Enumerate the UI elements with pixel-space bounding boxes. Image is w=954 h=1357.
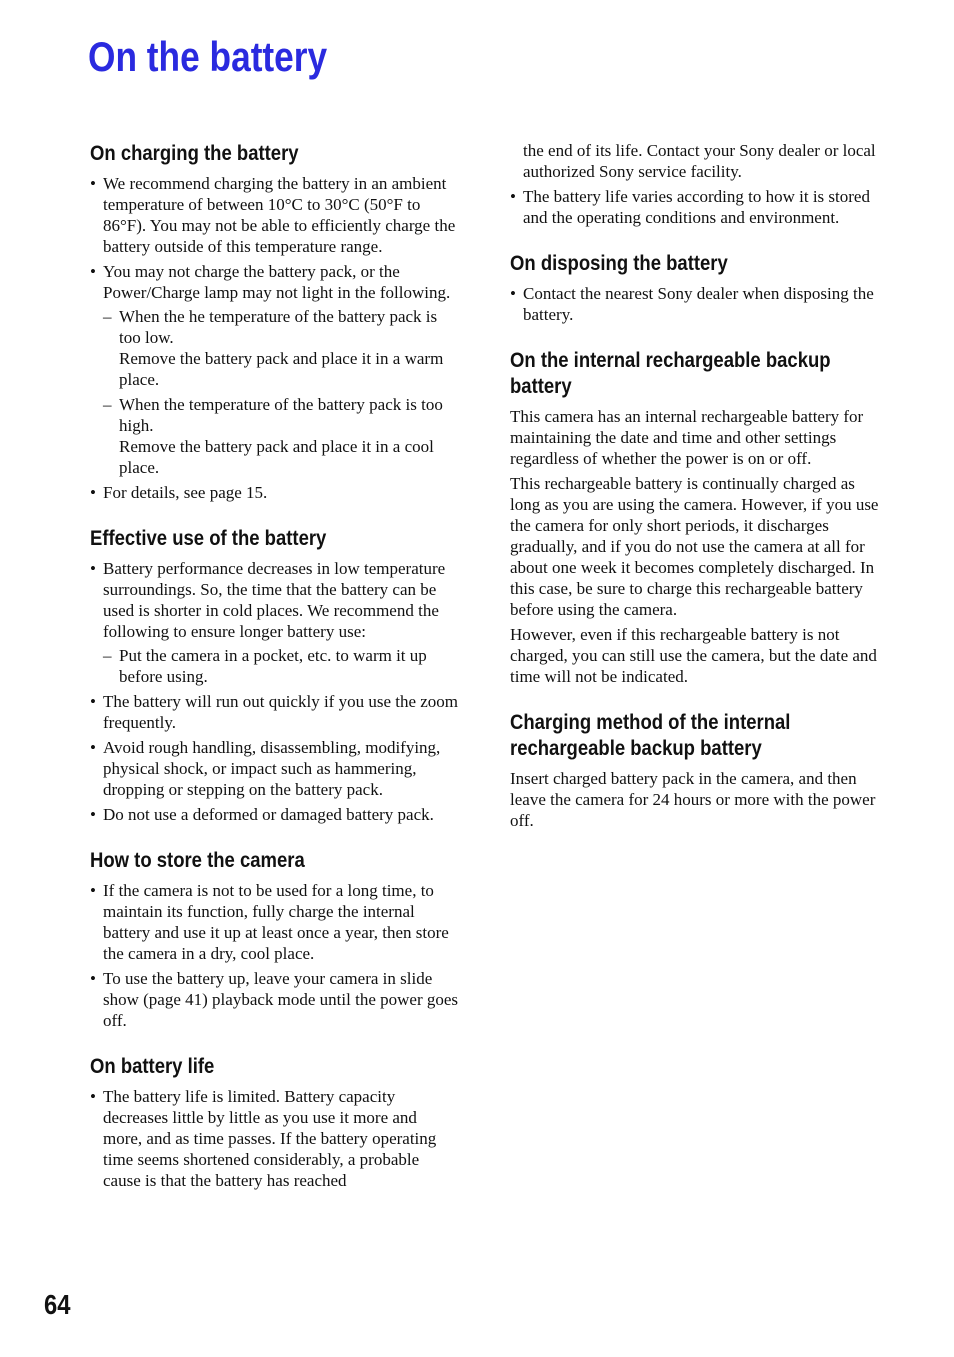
list-item-continued: the end of its life. Contact your Sony dealer or local authorized Sony service facility. bbox=[523, 141, 876, 181]
sub-list-item: – Put the camera in a pocket, etc. to warm it up before using. bbox=[103, 645, 460, 687]
section-internal-backup bbox=[510, 347, 880, 687]
paragraph: This rechargeable battery is continually charged as long as you are using the camera. However, if you use the camera for only short periods, it discharges gradually, and if you do not use the camera at all for about one week it becomes completely discharged. In this case, be sure to charge this rechargeable battery before using the camera. bbox=[510, 474, 879, 619]
sub-list bbox=[103, 645, 460, 687]
section-heading: Effective use of the battery bbox=[90, 526, 327, 550]
list-item: • To use the battery up, leave your camera in slide show (page 41) playback mode until the power goes off. bbox=[90, 968, 460, 1031]
section-charging bbox=[90, 140, 460, 503]
bullet-list bbox=[90, 880, 460, 1031]
paragraph: However, even if this rechargeable battery is not charged, you can still use the camera, but the date and time will not be indicated. bbox=[510, 625, 877, 686]
bullet-list bbox=[510, 283, 880, 325]
paragraph: Insert charged battery pack in the camera, and then leave the camera for 24 hours or more with the power off. bbox=[510, 769, 876, 830]
sub-item-text: When the he temperature of the battery pack is too low. bbox=[119, 307, 438, 347]
list-item bbox=[90, 558, 460, 687]
list-item-text: You may not charge the battery pack, or the Power/Charge lamp may not light in the following. bbox=[103, 262, 451, 302]
section-battery-life-continued bbox=[510, 140, 880, 228]
bullet-list bbox=[510, 140, 880, 228]
list-item bbox=[90, 261, 460, 478]
section-heading: On the internal rechargeable backup battery bbox=[510, 348, 831, 398]
list-item: • Contact the nearest Sony dealer when disposing the battery. bbox=[510, 283, 880, 325]
bullet-list bbox=[90, 1086, 460, 1191]
section-battery-life bbox=[90, 1053, 460, 1191]
sub-item-text: Remove the battery pack and place it in a warm place. bbox=[119, 349, 444, 389]
section-charging-method bbox=[510, 709, 880, 831]
list-item-text: Battery performance decreases in low temperature surroundings. So, the time that the battery can be used is shorter in cold places. We recommend the following to ensure longer battery use: bbox=[103, 559, 446, 641]
section-heading: How to store the camera bbox=[90, 848, 305, 872]
bullet-list bbox=[90, 173, 460, 503]
sub-list bbox=[103, 306, 460, 478]
sub-list-item: – When the he temperature of the battery pack is too low. Remove the battery pack and place it in a warm place. bbox=[103, 306, 460, 390]
list-item: • Avoid rough handling, disassembling, modifying, physical shock, or impact such as hammering, dropping or stepping on the battery pack. bbox=[90, 737, 460, 800]
section-disposing bbox=[510, 250, 880, 325]
page-title: On the battery bbox=[88, 33, 328, 80]
section-store-camera bbox=[90, 847, 460, 1031]
list-item: • The battery life varies according to how it is stored and the operating conditions and environment. bbox=[510, 186, 880, 228]
section-heading: On disposing the battery bbox=[510, 251, 728, 275]
sub-list-item: – When the temperature of the battery pack is too high. Remove the battery pack and place it in a cool place. bbox=[103, 394, 460, 478]
list-item: • The battery will run out quickly if you use the zoom frequently. bbox=[90, 691, 460, 733]
section-heading: Charging method of the internal rechargeable backup battery bbox=[510, 710, 791, 760]
sub-item-text: When the temperature of the battery pack is too high. bbox=[119, 395, 443, 435]
sub-item-text: Put the camera in a pocket, etc. to warm it up before using. bbox=[119, 646, 427, 686]
list-item: • Do not use a deformed or damaged battery pack. bbox=[90, 804, 460, 825]
list-item: • For details, see page 15. bbox=[90, 482, 460, 503]
list-item: • We recommend charging the battery in an ambient temperature of between 10°C to 30°C (50°F to 86°F). You may not be able to efficiently charge the battery outside of this temperature range. bbox=[90, 173, 460, 257]
list-item: • If the camera is not to be used for a long time, to maintain its function, fully charge the internal battery and use it up at least once a year, then store the camera in a dry, cool place. bbox=[90, 880, 460, 964]
paragraph: This camera has an internal rechargeable battery for maintaining the date and time and other settings regardless of whether the power is on or off. bbox=[510, 407, 864, 468]
list-item: • The battery life is limited. Battery capacity decreases little by little as you use it more and more, and as time passes. If the battery operating time seems shortened considerably, a probable cause is that the battery has reached bbox=[90, 1086, 460, 1191]
bullet-list bbox=[90, 558, 460, 825]
right-column bbox=[510, 140, 880, 853]
sub-item-text: Remove the battery pack and place it in a cool place. bbox=[119, 437, 434, 477]
page-number: 64 bbox=[44, 1289, 71, 1320]
section-effective-use bbox=[90, 525, 460, 825]
section-heading: On battery life bbox=[90, 1054, 215, 1078]
left-column bbox=[90, 140, 460, 1213]
section-heading: On charging the battery bbox=[90, 141, 299, 165]
